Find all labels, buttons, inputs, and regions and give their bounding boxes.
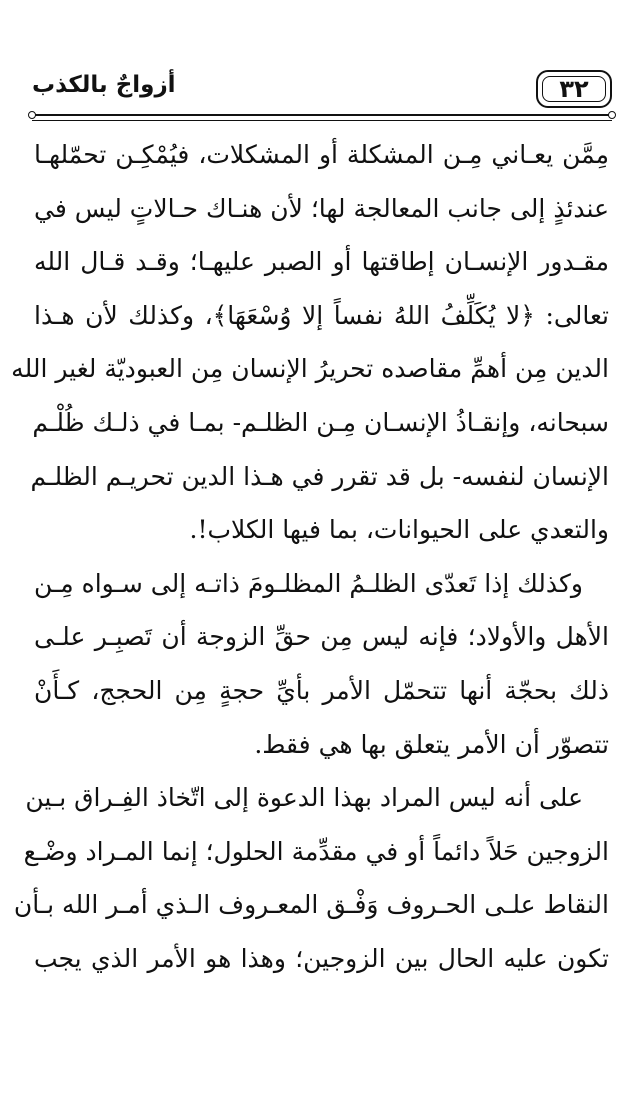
text-line: الأهل والأولاد؛ فإنه ليس مِن حقِّ الزوجة أن تَصبِـر علـى	[34, 622, 609, 652]
text-line: عندئذٍ إلى جانب المعالجة لها؛ لأن هنـاك حـالاتٍ ليس في	[34, 193, 609, 223]
running-title: أزواجٌ بالكذب	[32, 72, 176, 98]
text-line-paragraph-start: على أنه ليس المراد بهذا الدعوة إلى اتّخاذ الفِـراق بـين	[25, 783, 583, 813]
text-line: الزوجين حَلاً دائماً أو في مقدِّمة الحلول؛ إنما المـراد وضْـع	[23, 836, 609, 866]
body-text	[11, 128, 609, 986]
text-line: تكون عليه الحال بين الزوجين؛ وهذا هو الأمر الذي يجب	[34, 943, 609, 973]
page-number-badge: ٣٢	[536, 70, 612, 108]
text-line: مقـدور الإنسـان إطاقتها أو الصبر عليهـا؛ وقـد قـال الله	[34, 247, 609, 277]
text-line: الإنسان لنفسه- بل قد تقرر في هـذا الدين تحريـم الظلـم	[30, 461, 609, 491]
text-line-paragraph-end: والتعدي على الحيوانات، بما فيها الكلاب!.	[189, 515, 609, 545]
text-line-paragraph-start: وكذلك إذا تَعدّى الظلـمُ المظلـومَ ذاتـه إلى سـواه مِـن	[33, 568, 583, 598]
text-line: سبحانه، وإنقـاذُ الإنسـان مِـن الظلـم- بمـا في ذلـك ظُلْـم	[32, 407, 609, 437]
text-line: تعالى: ﴿لا يُكَلِّفُ اللهُ نفساً إلا وُسْعَهَا﴾، وكذلك لأن هـذا	[34, 300, 609, 330]
text-line: الدين مِن أهمِّ مقاصده تحريرُ الإنسان مِن العبوديّة لغير الله	[11, 354, 609, 384]
divider-ornament-right	[608, 111, 616, 119]
text-line: مِمَّن يعـاني مِـن المشكلة أو المشكلات، فيُمْكِـن تحمّلهـا	[34, 140, 609, 169]
page-header	[32, 70, 612, 114]
text-line: النقاط علـى الحـروف وَفْـق المعـروف الـذي أمـر الله بـأن	[13, 890, 609, 920]
text-line-paragraph-end: تتصوّر أن الأمر يتعلق بها هي فقط.	[254, 729, 609, 759]
divider-ornament-left	[28, 111, 36, 119]
text-line: ذلك بحجّة أنها تتحمّل الأمر بأيِّ حجةٍ مِن الحجج، كـأَنْ	[34, 675, 609, 705]
header-divider	[32, 114, 612, 121]
